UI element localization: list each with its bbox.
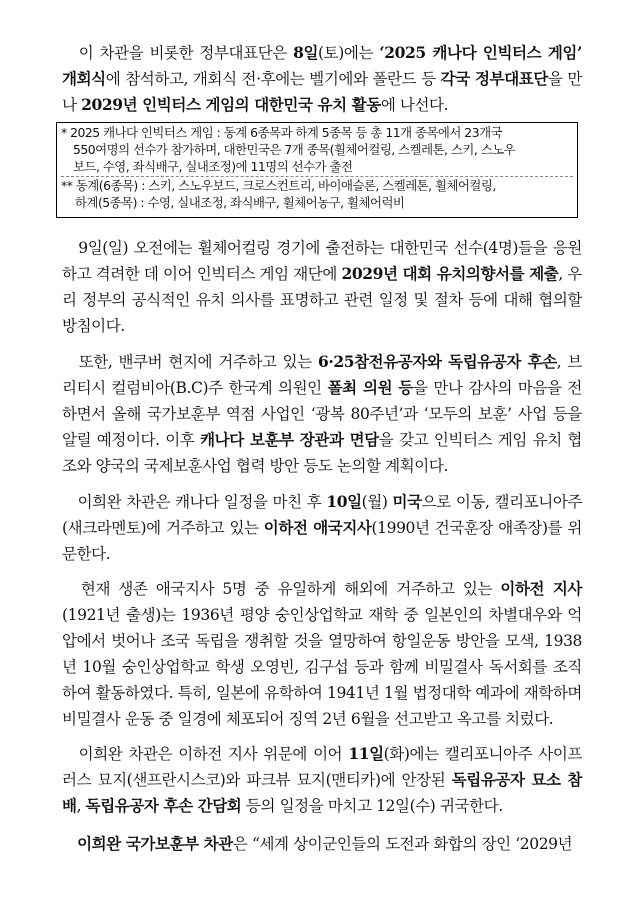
- paragraph-us-visit: [62, 489, 582, 567]
- body-text: (월): [361, 493, 393, 511]
- body-text: 이 차관을 비롯한 정부대표단은: [62, 44, 294, 62]
- emphasized-text: 독립유공자 후손 간담회: [85, 796, 242, 815]
- body-text: 을 만나 감사의 마음을 전하면서 올해 국가보훈부 역점 사업인 ‘광복 80주년’과 ‘모두의 보훈’ 사업 등을 알릴 예정이다. 이후: [62, 379, 582, 449]
- note-line: 550여명의 선수가 참가하며, 대한민국은 7개 종목(휠체어컬링, 스켈레톤, 스키, 스노우: [73, 142, 516, 157]
- body-text: [62, 835, 77, 853]
- note-line: * 2025 캐나다 인빅터스 게임 : 동계 6종목과 하계 5종목 등 총 11개 종목에서 23개국: [61, 125, 503, 140]
- notes-box: [56, 122, 578, 218]
- paragraph-cemetery-visit: [62, 741, 582, 819]
- body-text: (1990년 건국훈장 애족장)를 위문한다.: [62, 519, 582, 563]
- body-text: (토)에는: [318, 44, 380, 62]
- paragraph-delegation-schedule: [62, 40, 582, 118]
- emphasized-text: 2029년 대회 유치의향서를 제출: [341, 264, 559, 283]
- paragraph-vancouver-visit: [62, 349, 582, 479]
- body-text: 에 참석하고, 개회식 전·후에는 벨기에와 폴란드 등: [105, 70, 441, 88]
- body-text: , 우리 정부의 공식적인 유치 의사를 표명하고 관련 일정 및 절차 등에 대해 협의할 방침이다.: [62, 265, 582, 335]
- paragraph-vice-minister-quote: [62, 831, 582, 857]
- emphasized-text: 이하전 애국지사: [263, 518, 372, 537]
- emphasized-text: 이하전 지사: [500, 579, 582, 598]
- emphasized-text: 11일: [348, 744, 384, 763]
- emphasized-text: 2029년 인빅터스 게임의 대한민국 유치 활동: [81, 95, 381, 114]
- emphasized-text: 6·25참전유공자와 독립유공자 후손: [317, 352, 557, 371]
- body-text: 을 갖고 인빅터스 게임 유치 협조와 양국의 국제보훈사업 협력 방안 등도 논의할 계획이다.: [62, 431, 582, 475]
- body-text: 현재 생존 애국지사 5명 중 유일하게 해외에 거주하고 있는: [62, 580, 501, 598]
- emphasized-text: ‘2025 캐나다 인빅터스 게임’ 개회식: [62, 43, 582, 88]
- body-text: 이희완 차관은 캐나다 일정을 마친 후: [62, 493, 327, 511]
- emphasized-text: 이희완 국가보훈부 차관: [77, 834, 233, 853]
- emphasized-text: 캐나다 보훈부 장관과 면담: [200, 430, 379, 449]
- emphasized-text: 10일: [326, 492, 362, 511]
- paragraph-curling-bid: [62, 235, 582, 339]
- emphasized-text: 독립유공자 묘소 참배: [62, 770, 582, 815]
- note-line: ** 동계(6종목) : 스키, 스노우보드, 크로스컨트리, 바이애슬론, 스켈레톤, 휠체어컬링,: [61, 178, 496, 193]
- paragraph-patriot-biography: [62, 576, 582, 732]
- body-text: 에 나선다.: [380, 96, 449, 114]
- body-text: 등의 일정을 마치고 12일(수) 귀국한다.: [241, 797, 503, 815]
- body-text: 을 만나: [62, 70, 582, 114]
- emphasized-text: 폴최 의원 등: [327, 378, 413, 397]
- body-text: 은 “세계 상이군인들의 도전과 화합의 장인 ‘2029년: [232, 835, 573, 853]
- note-line: 보드, 수영, 좌식배구, 실내조정)에 11명의 선수가 출전: [73, 159, 353, 174]
- body-text: ,: [76, 797, 86, 815]
- emphasized-text: 미국: [392, 492, 422, 511]
- body-text: (화)에는 캘리포니아주 사이프러스 묘지(샌프란시스코)와 파크뷰 묘지(맨티카)에 안장된: [62, 745, 582, 789]
- body-text: (1921년 출생)는 1936년 평양 숭인상업학교 재학 중 일본인의 차별대우와 억압에서 벗어나 조국 독립을 쟁취할 것을 열망하여 항일운동 방안을 모색, 1938년 10월 숭인상업학교 학생 오영빈, 김구섭 등과 함께 비밀결사 독서회를 조직하여 활동하였다. 특히, 일본에 유학하여 1941년 1월 법정대학 예과에 재학하며 비밀결사 운동 중 일경에 체포되어 징역 2년 6월을 선고받고 옥고를 치렀다.: [62, 606, 582, 728]
- emphasized-text: 각국 정부대표단: [440, 69, 548, 88]
- note-line: 하계(5종목) : 수영, 실내조정, 좌식배구, 휠체어농구, 휠체어럭비: [75, 195, 405, 210]
- body-text: 으로 이동, 캘리포니아주(새크라멘토)에 거주하고 있는: [62, 493, 582, 537]
- body-text: 9일(일) 오전에는 휠체어컬링 경기에 출전하는 대한민국 선수(4명)들을 응원하고 격려한 데 이어 인빅터스 게임 재단에: [62, 239, 582, 283]
- body-text: 이희완 차관은 이하전 지사 위문에 이어: [62, 745, 349, 763]
- body-text: 또한, 밴쿠버 현지에 거주하고 있는: [62, 353, 318, 371]
- emphasized-text: 8일: [293, 43, 319, 62]
- body-text: , 브리티시 컬럼비아(B.C)주 한국계 의원인: [62, 353, 582, 397]
